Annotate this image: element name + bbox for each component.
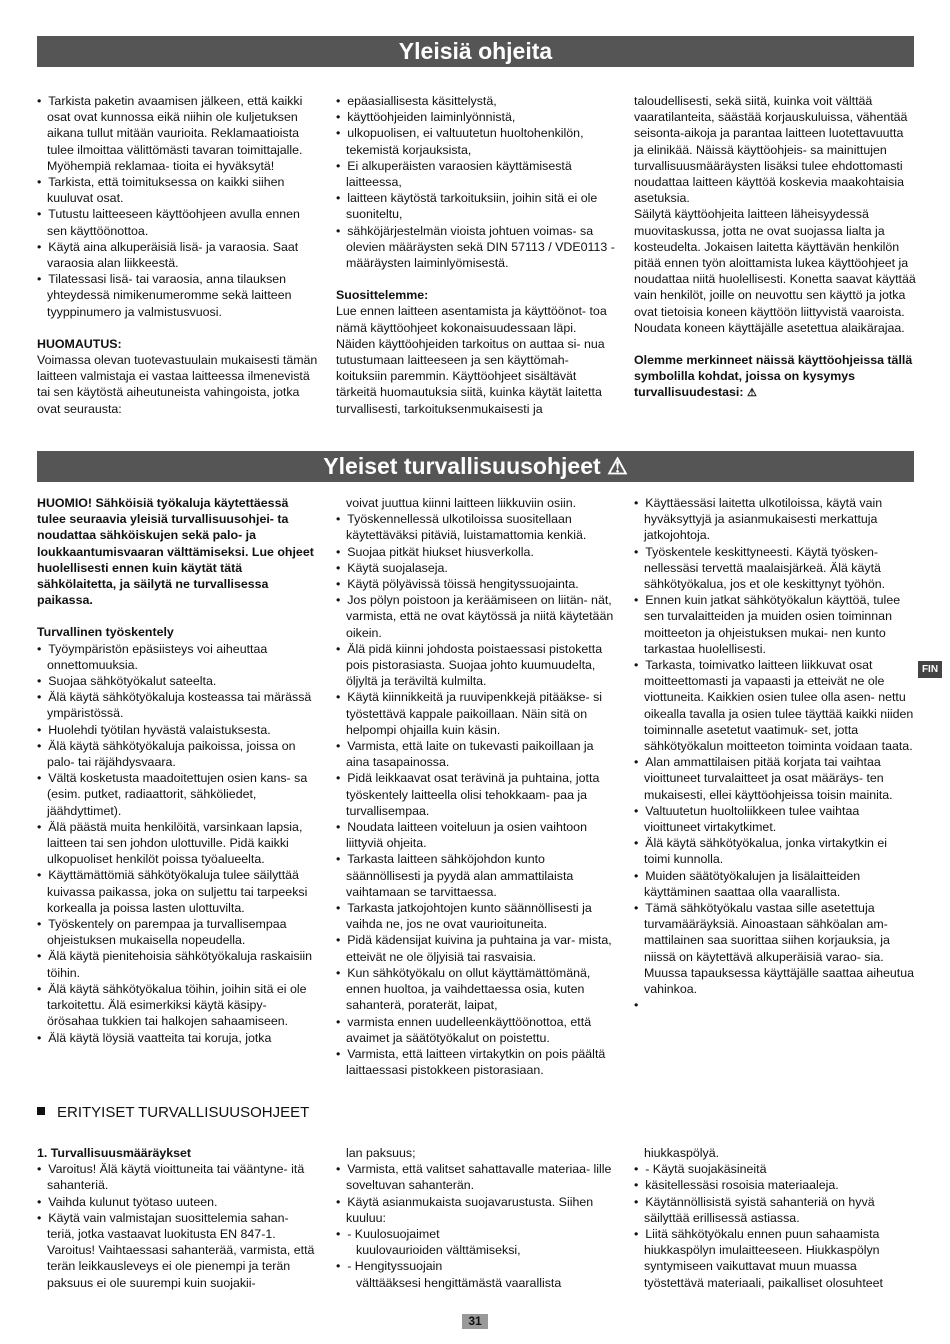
list-item-continued: kuulovaurioiden välttämiseksi, (356, 1243, 521, 1258)
list-item: • Vaihda kulunut työtaso uuteen. (37, 1194, 319, 1210)
list-item: • Huolehdi työtilan hyvästä valaistuksesta. (37, 722, 319, 738)
list-item-continued: hiukkaspölyä. (644, 1146, 720, 1160)
list-item-continued: välttääksesi hengittämästä vaarallista (356, 1275, 562, 1290)
general-column-1 (37, 93, 320, 417)
list-item: • ulkopuolisen, ei valtuutetun huoltohenkilön, tekemistä korjauksista, (336, 125, 616, 157)
list-item: • Älä käytä löysiä vaatteita tai koruja, jotka (37, 1030, 319, 1046)
list-item: • - Kuulosuojaimet (336, 1226, 618, 1242)
special-safety-heading: ERITYISET TURVALLISUUSOHJEET (37, 1104, 309, 1121)
list-item: • Tutustu laitteeseen käyttöohjeen avulla ennen sen käyttöönottoa. (37, 206, 320, 238)
list-item: • Työskennellessä ulkotiloissa suositellaan käytettäväksi pitäviä, luistamattomia kenkiä. (336, 511, 618, 543)
list-item: • Varmista, että valitset sahattavalle materiaa- lille soveltuvan sahanterän. (336, 1161, 618, 1193)
symbol-note: Olemme merkinneet näissä käyttöohjeissa tällä symbolilla kohdat, joissa on kysymys turvallisuudestasi: ⚠ (634, 352, 916, 402)
list-item: • Muiden säätötyökalujen ja lisälaitteiden käyttäminen saattaa olla vaarallista. (634, 868, 916, 900)
list-item: • Tarkasta, toimivatko laitteen liikkuvat osat moitteettomasti ja vapaasti ja etteivät ne ole viottuneita. Kaikkien osien tulee olla asen- nettu oikealla tavalla ja osien tulee täyttää kaikki niiden toiminnalle asetetut vaatimuk- set, jotta sähkötyökalun moitteeton toiminta voidaan taata. (634, 657, 916, 754)
list-item: • Älä käytä sähkötyökaluja paikoissa, joissa on palo- tai räjähdysvaara. (37, 738, 319, 770)
list-item: • Vältä kosketusta maadoitettujen osien kans- sa (esim. putket, radiaattorit, sähköliedet, jäähdyttimet). (37, 770, 319, 819)
list-item: • käsitellessäsi rosoisia materiaaleja. (634, 1177, 916, 1193)
list-item: • Noudata laitteen voiteluun ja osien vaihtoon liittyviä ohjeita. (336, 819, 618, 851)
list-item: • Työskentely on parempaa ja turvallisempaa ohjeistuksen mukaisella nopeudella. (37, 916, 319, 948)
list-item: • Varoitus! Älä käytä vioittuneita tai vääntyne- itä sahanteriä. (37, 1161, 319, 1193)
list-item: • Pidä leikkaavat osat terävinä ja puhtaina, jotta työskentely laitteella olisi tehokkaam- paa ja turvallisempaa. (336, 770, 618, 819)
list-item: • Tarkista paketin avaamisen jälkeen, että kaikki osat ovat kunnossa eikä niihin ole kuljetuksen aikana tullut mitään vaurioita. Reklamaatioista tulee ilmoittaa välittömästi tavaran toimittajalle. Myöhempiä reklamaa- tioita ei hyväksytä! (37, 93, 320, 174)
list-item: • Tarkasta jatkojohtojen kunto säännöllisesti ja vaihda ne, jos ne ovat vaurioituneita. (336, 900, 618, 932)
safety-column-3 (634, 495, 916, 1014)
list-item: • - Hengityssuojain (336, 1258, 618, 1274)
list-item: • Suojaa pitkät hiukset hiusverkolla. (336, 544, 618, 560)
list-item: • Valtuutetun huoltoliikkeen tulee vaihtaa vioittuneet virtakytkimet. (634, 803, 916, 835)
language-tab: FIN (918, 661, 942, 678)
list-item (634, 997, 916, 1013)
notice-title: HUOMAUTUS: (37, 336, 122, 351)
list-item: • Työskentele keskittyneesti. Käytä työsken- nellessäsi tervettä maalaisjärkeä. Älä käytä sähkötyökalua, jos et ole keskittynyt työhön. (634, 544, 916, 593)
list-item: • Älä käytä sähkötyökalua, jonka virtakytkin ei toimi kunnolla. (634, 835, 916, 867)
list-item: • Kun sähkötyökalu on ollut käyttämättömänä, ennen huoltoa, ja vaihdettaessa osia, kuten sahanterä, poraterät, laipat, (336, 965, 618, 1014)
list-item: • Käytä asianmukaista suojavarustusta. Siihen kuuluu: (336, 1194, 618, 1226)
list-item: • sähköjärjestelmän vioista johtuen voimas- sa olevien määräysten sekä DIN 57113 / VDE0113 -määräysten laiminlyömisestä. (336, 223, 616, 272)
list-item: • Suojaa sähkötyökalut sateelta. (37, 673, 319, 689)
paragraph: Säilytä käyttöohjeita laitteen läheisyydessä muovitaskussa, jotta ne ovat suojassa lialta ja kosteudelta. Jokaisen laitetta käyttävän henkilön pitää ennen työn aloittamista lukea käyttöohjeet ja noudattaa niitä huolellisesti. Konetta saavat käyttää vain henkilöt, joille on neuvottu sen käyttö ja jotka ovat tietoisia koneen käyttöön liittyvistä vaaroista. Noudata koneen käyttäjälle asetettua alaikärajaa. (634, 207, 916, 335)
list-item: • Varmista, että laite on tukevasti paikoillaan ja aina tasapainossa. (336, 738, 618, 770)
list-item: • Käytä suojalaseja. (336, 560, 618, 576)
list-item: • Ennen kuin jatkat sähkötyökalun käyttöä, tulee sen turvalaitteiden ja muiden osien toiminnan moitteeton ja ohjeistuksen mukai- nen kunto tarkastaa huolellisesti. (634, 592, 916, 657)
general-column-3 (634, 93, 916, 402)
safety-instructions-heading: Yleiset turvallisuusohjeet ⚠ (37, 451, 914, 482)
paragraph: taloudellisesti, sekä siitä, kuinka voit välttää vaaratilanteita, säästää korjauskuluissa, vähentää seisonta-aikoja ja parantaa laitteen luotettavuutta ja elinikää. Näissä käyttöohjeis- sa mainittujen turvallisuusmääräysten lisäksi tulee ehdottomasti noudattaa laitteen käyttöä koskevia maakohtaisia asetuksia. (634, 94, 908, 206)
list-item: • Älä päästä muita henkilöitä, varsinkaan lapsia, laitteen tai sen johdon ulottuville. Pidä kaikki ulkopuoliset henkilöt poissa työalueelta. (37, 819, 319, 868)
list-item: • Jos pölyn poistoon ja keräämiseen on liitän- nät, varmista, että ne ovat käytössä ja niitä käytetään oikein. (336, 592, 618, 641)
warning-icon: ⚠ (607, 453, 628, 479)
list-item: • Tämä sähkötyökalu vastaa sille asetettuja turvamääräyksiä. Ainoastaan sähköalan am- mattilainen saa suorittaa siihen korjauksia, ja niissä on käytettävä alkuperäisiä varao- sia. Muussa tapauksessa käyttäjälle saattaa aiheutua vahinkoa. (634, 900, 916, 997)
list-item: • Tarkista, että toimituksessa on kaikki siihen kuuluvat osat. (37, 174, 320, 206)
safety-column-1 (37, 495, 319, 1046)
list-item: • - Käytä suojakäsineitä (634, 1161, 916, 1177)
list-item: • epäasiallisesta käsittelystä, (336, 93, 616, 109)
recommend-title: Suosittelemme: (336, 288, 429, 303)
list-item: • Käytä pölyävissä töissä hengityssuojainta. (336, 576, 618, 592)
list-item: • Tilatessasi lisä- tai varaosia, anna tilauksen yhteydessä nimikenumeromme sekä laitteen tyyppinumero ja valmistusvuosi. (37, 271, 320, 320)
list-item: • Älä pidä kiinni johdosta poistaessasi pistoketta pois pistorasiasta. Suojaa johto kuumuudelta, öljyltä ja teräviltä kulmilta. (336, 641, 618, 690)
list-item: • Käytä vain valmistajan suosittelemia sahan- teriä, jotka vastaavat luokitusta EN 847-1. Varoitus! Vaihtaessasi sahanterää, varmista, että terän leikkausleveys ei ole pienempi ja terän paksuus ei ole suurempi kuin suojakii- (37, 1210, 319, 1291)
list-item: • Käytä aina alkuperäisiä lisä- ja varaosia. Saat varaosia alan liikkeestä. (37, 239, 320, 271)
general-instructions-heading: Yleisiä ohjeita (37, 36, 914, 67)
special-column-1 (37, 1145, 319, 1291)
list-item: • Ei alkuperäisten varaosien käyttämisestä laitteessa, (336, 158, 616, 190)
list-item: • Varmista, että laitteen virtakytkin on pois päältä laittaessasi pistokkeen pistorasiaan. (336, 1046, 618, 1078)
list-item: • Käytännöllisistä syistä sahanteriä on hyvä säilyttää erillisessä astiassa. (634, 1194, 916, 1226)
list-item: • Käyttäessäsi laitetta ulkotiloissa, käytä vain hyväksyttyjä ja asianmukaisesti merkattuja jatkojohtoja. (634, 495, 916, 544)
warning-icon: ⚠ (746, 387, 757, 400)
list-item: • Tarkasta laitteen sähköjohdon kunto säännöllisesti ja pyydä alan ammattilaista vaihtamaan se tarvittaessa. (336, 851, 618, 900)
rules-title: 1. Turvallisuusmääräykset (37, 1146, 192, 1160)
list-item: • Älä käytä sähkötyökaluja kosteassa tai märässä ympäristössä. (37, 689, 319, 721)
list-item: • Pidä kädensijat kuivina ja puhtaina ja var- mista, etteivät ne ole öljyisiä tai rasvaisia. (336, 932, 618, 964)
safe-work-title: Turvallinen työskentely (37, 625, 174, 640)
safety-intro: HUOMIO! Sähköisiä työkaluja käytettäessä tulee seuraavia yleisiä turvallisuusohjei- ta noudattaa sähköiskujen sekä palo- ja loukkaantumisvaaran välttämiseksi. Lue ohjeet huolellisesti ennen kuin käytät tätä sähkölaitetta, ja säilytä ne turvallisessa paikassa. (37, 496, 314, 608)
list-item: • Työympäristön epäsiisteys voi aiheuttaa onnettomuuksia. (37, 641, 319, 673)
list-item: • Alan ammattilaisen pitää korjata tai vaihtaa vioittuneet turvalaitteet ja osat määräys- ten mukaisesti, ellei käyttöohjeissa toisin mainita. (634, 754, 916, 803)
page-number: 31 (462, 1314, 488, 1329)
square-bullet-icon (37, 1107, 45, 1115)
list-item-continued: lan paksuus; (346, 1146, 416, 1160)
list-item: • käyttöohjeiden laiminlyönnistä, (336, 109, 616, 125)
list-item: • Käytä kiinnikkeitä ja ruuvipenkkejä pitääkse- si työstettävä kappale paikoillaan. Näin sitä on helpompi ohjailla kuin käsin. (336, 689, 618, 738)
special-column-3 (634, 1145, 916, 1291)
list-item: • laitteen käytöstä tarkoituksiin, joihin sitä ei ole suoniteltu, (336, 190, 616, 222)
list-item: • varmista ennen uudelleenkäyttöönottoa, että avaimet ja säätötyökalut on poistettu. (336, 1014, 618, 1046)
general-column-2 (336, 93, 616, 417)
recommend-paragraph: Näiden käyttöohjeiden tarkoitus on auttaa si- nua tutustumaan laitteeseen ja sen käyttömah- koituksiin paremmin. Käyttöohjeet sisältävät tärkeitä huomautuksia siitä, kuinka käytät laitetta turvallisesti, tarkoituksenmukaisesti ja (336, 336, 605, 416)
list-item: • Älä käytä sähkötyökalua töihin, joihin sitä ei ole tarkoitettu. Älä esimerkiksi käytä käsipy- örösahaa tukkien tai halkojen sahaamiseen. (37, 981, 319, 1030)
list-item: • Liitä sähkötyökalu ennen puun sahaamista hiukkaspölyn imulaitteeseen. Hiukkaspölyn syntymiseen vaikuttavat muun muassa työstettävä materiaali, paikalliset olosuhteet (634, 1226, 916, 1291)
recommend-paragraph: Lue ennen laitteen asentamista ja käyttöönot- toa nämä käyttöohjeet kokonaisuudessaan läpi. (336, 304, 607, 335)
list-item: • Älä käytä pienitehoisia sähkötyökaluja raskaisiin töihin. (37, 948, 319, 980)
list-item: • Käyttämättömiä sähkötyökaluja tulee säilyttää kuivassa paikassa, joka on suljettu tai tarpeeksi korkealla ja poissa lasten ulottuvilta. (37, 867, 319, 916)
special-column-2 (336, 1145, 618, 1291)
notice-text: Voimassa olevan tuotevastuulain mukaisesti tämän laitteen valmistaja ei vastaa laitteessa ilmenevistä tai sen käytöstä aiheutuneista vahingoista, jotka ovat seurausta: (37, 353, 318, 416)
list-item-continued: voivat juuttua kiinni laitteen liikkuviin osiin. (346, 496, 577, 510)
safety-column-2 (336, 495, 618, 1078)
